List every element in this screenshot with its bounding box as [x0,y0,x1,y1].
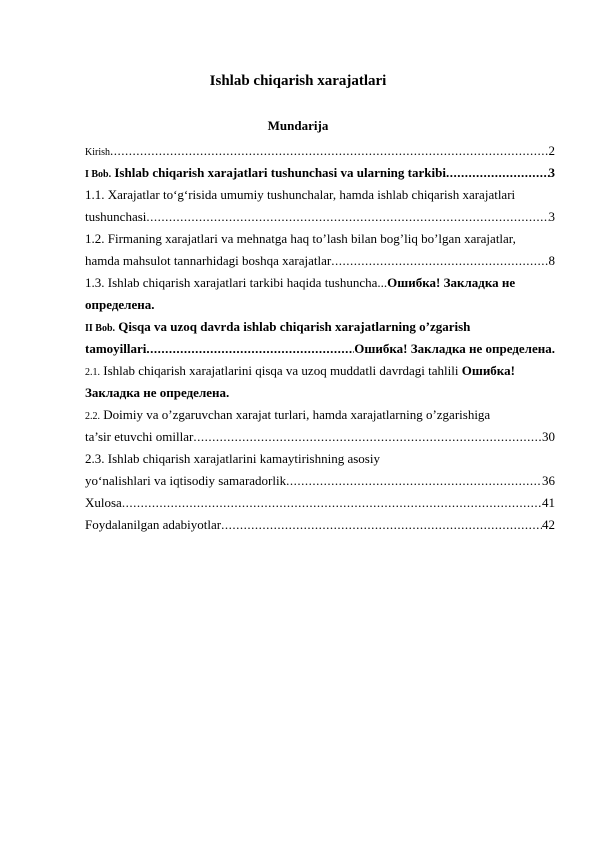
leader-dots [286,470,542,492]
toc-entry-label: Foydalanilgan adabiyotlar [85,517,222,532]
toc-entry-kirish[interactable] [85,140,555,162]
toc-entry-label: tushunchasi [85,209,147,224]
leader-dots [110,140,549,162]
toc-entry-2-3-line2[interactable] [85,470,555,492]
leader-dots [221,514,542,536]
toc-heading: Mundarija [267,118,329,133]
bookmark-error: Ошибка! Закладка не [387,275,516,290]
leader-dots [331,250,548,272]
toc-entry-label: yo‘nalishlari va iqtisodiy samaradorlik [85,473,287,488]
bookmark-error-continued: Закладка не определена. [85,385,230,400]
leader-dots [146,338,354,360]
leader-dots [122,492,542,514]
toc-page-number: 42 [542,517,555,532]
toc-entry-label: Doimiy va o’zgaruvchan xarajat turlari, hamda xarajatlarning o’zgarishiga [103,407,491,422]
toc-page-number: 36 [542,473,555,488]
toc-entry-adabiyotlar[interactable] [85,514,555,536]
bookmark-error-continued: определена. [85,297,155,312]
toc-entry-label: Ishlab chiqarish xarajatlari tushunchasi va ularning tarkibi [114,165,446,180]
toc-entry-chapter-2-line2[interactable] [85,338,555,360]
toc-entry-2-2-line1[interactable] [85,404,555,426]
chapter-prefix: II Bob. [85,323,116,334]
toc-page-number: 30 [542,429,555,444]
toc-entry-1-3[interactable] [85,272,555,294]
toc-entry-label: Qisqa va uzoq davrda ishlab chiqarish xarajatlarning o’zgarish [118,319,471,334]
toc-page-number: 3 [548,165,555,180]
toc-entry-chapter-1[interactable] [85,162,555,184]
toc-entry-1-1-line2[interactable] [85,206,555,228]
toc-entry-label: Kirish [85,147,110,158]
leader-dots [446,162,549,184]
toc-page-number: 41 [542,495,555,510]
toc-entry-label: Ishlab chiqarish xarajatlarini qisqa va uzoq muddatli davrdagi tahlili [103,363,459,378]
bookmark-error: Ошибка! [461,363,515,378]
toc-page-number: 2 [548,143,555,158]
toc-entry-label: tamoyillari [85,341,147,356]
bookmark-error: Ошибка! Закладка не определена. [354,341,555,356]
toc-page-number: 3 [548,209,555,224]
section-number: 2.1. [85,367,100,378]
toc-entry-1-1-line1[interactable]: 1.1. Xarajatlar to‘g‘risida umumiy tushunchalar, hamda ishlab chiqarish xarajatlari [85,187,516,202]
toc-entry-2-1[interactable] [85,360,555,382]
document-title: Ishlab chiqarish xarajatlari [209,73,387,89]
toc-entry-xulosa[interactable] [85,492,555,514]
toc-entry-label: 1.3. Ishlab chiqarish xarajatlari tarkibi haqida tushuncha... [85,275,388,290]
toc-entry-2-3-line1[interactable]: 2.3. Ishlab chiqarish xarajatlarini kamaytirishning asosiy [85,451,380,466]
toc-entry-chapter-2[interactable] [85,316,555,338]
toc-entry-2-2-line2[interactable] [85,426,555,448]
chapter-prefix: I Bob. [85,169,112,180]
leader-dots [193,426,542,448]
toc-entry-label: Xulosa [85,495,122,510]
toc-page-number: 8 [548,253,555,268]
toc-entry-1-2-line1[interactable]: 1.2. Firmaning xarajatlari va mehnatga haq to’lash bilan bog’liq bo’lgan xarajatlar, [85,231,516,246]
section-number: 2.2. [85,411,100,422]
toc-entry-label: ta’sir etuvchi omillar [85,429,194,444]
table-of-contents [85,140,555,536]
toc-entry-1-2-line2[interactable] [85,250,555,272]
leader-dots [146,206,548,228]
toc-entry-label: hamda mahsulot tannarhidagi boshqa xarajatlar [85,253,332,268]
